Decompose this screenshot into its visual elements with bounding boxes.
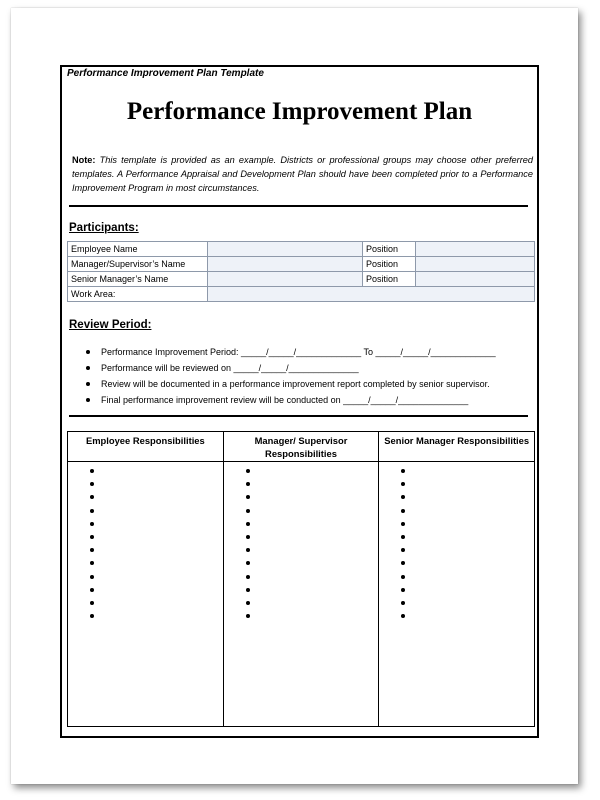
bullet-item[interactable] xyxy=(90,464,223,477)
manager-responsibilities-column xyxy=(224,432,380,726)
table-row xyxy=(68,242,535,257)
bullet-item[interactable] xyxy=(401,464,534,477)
bullet-item[interactable] xyxy=(246,517,379,530)
template-label: Performance Improvement Plan Template xyxy=(67,68,264,79)
table-row xyxy=(68,272,535,287)
bullet-item[interactable] xyxy=(401,609,534,622)
bullet-item[interactable] xyxy=(246,609,379,622)
position-label: Position xyxy=(363,272,416,287)
bullet-item[interactable] xyxy=(90,583,223,596)
bullet-item[interactable] xyxy=(401,596,534,609)
bullet-item[interactable] xyxy=(90,570,223,583)
employee-position-field[interactable] xyxy=(416,242,535,257)
bullet-item[interactable] xyxy=(246,477,379,490)
bullet-item[interactable] xyxy=(90,543,223,556)
divider-middle xyxy=(69,415,528,417)
bullet-item[interactable] xyxy=(401,517,534,530)
employee-name-field[interactable] xyxy=(208,242,363,257)
bullet-item[interactable] xyxy=(246,530,379,543)
manager-name-label: Manager/Supervisor’s Name xyxy=(68,257,208,272)
position-label: Position xyxy=(363,242,416,257)
divider-top xyxy=(69,205,528,207)
senior-manager-name-label: Senior Manager’s Name xyxy=(68,272,208,287)
work-area-field[interactable] xyxy=(208,287,535,302)
bullet-item[interactable] xyxy=(401,543,534,556)
senior-manager-position-field[interactable] xyxy=(416,272,535,287)
bullet-list[interactable] xyxy=(68,462,223,622)
bullet-item[interactable] xyxy=(90,517,223,530)
form-frame xyxy=(60,65,539,738)
review-period-heading: Review Period: xyxy=(69,319,152,331)
bullet-item[interactable] xyxy=(401,530,534,543)
bullet-item[interactable] xyxy=(246,504,379,517)
bullet-list[interactable] xyxy=(224,462,379,622)
bullet-item[interactable] xyxy=(401,556,534,569)
bullet-item[interactable] xyxy=(90,609,223,622)
manager-position-field[interactable] xyxy=(416,257,535,272)
employee-name-label: Employee Name xyxy=(68,242,208,257)
bullet-item[interactable] xyxy=(401,490,534,503)
participants-heading: Participants: xyxy=(69,222,139,234)
bullet-item[interactable] xyxy=(90,530,223,543)
position-label: Position xyxy=(363,257,416,272)
manager-name-field[interactable] xyxy=(208,257,363,272)
bullet-item[interactable] xyxy=(246,543,379,556)
responsibilities-table xyxy=(67,431,535,727)
bullet-item[interactable] xyxy=(401,477,534,490)
bullet-list[interactable] xyxy=(379,462,534,622)
list-item: Review will be documented in a performance improvement report completed by senior supervisor. xyxy=(86,376,496,392)
senior-manager-responsibilities-column xyxy=(379,432,534,726)
employee-responsibilities-column xyxy=(68,432,224,726)
bullet-item[interactable] xyxy=(90,556,223,569)
bullet-item[interactable] xyxy=(90,596,223,609)
bullet-item[interactable] xyxy=(401,583,534,596)
note-label: Note: xyxy=(72,155,96,165)
page-title: Performance Improvement Plan xyxy=(126,98,473,125)
table-row xyxy=(68,287,535,302)
bullet-item[interactable] xyxy=(401,570,534,583)
column-heading: Manager/ Supervisor Responsibilities xyxy=(224,432,379,462)
list-item: Final performance improvement review will be conducted on _____/_____/______________ xyxy=(86,392,496,408)
note-text: This template is provided as an example. Districts or professional groups may choose other preferred templates. A Performance Appraisal and Development Plan should have been completed prior to a Performance Improvement Program in most circumstances. xyxy=(72,155,534,193)
bullet-item[interactable] xyxy=(401,504,534,517)
bullet-item[interactable] xyxy=(90,490,223,503)
bullet-item[interactable] xyxy=(246,583,379,596)
bullet-item[interactable] xyxy=(246,464,379,477)
table-row xyxy=(68,257,535,272)
bullet-item[interactable] xyxy=(246,490,379,503)
work-area-label: Work Area: xyxy=(68,287,208,302)
note-paragraph xyxy=(72,153,533,195)
column-heading: Senior Manager Responsibilities xyxy=(379,432,534,462)
bullet-item[interactable] xyxy=(90,504,223,517)
bullet-item[interactable] xyxy=(246,556,379,569)
list-item: Performance will be reviewed on _____/_____/______________ xyxy=(86,360,496,376)
column-heading: Employee Responsibilities xyxy=(68,432,223,462)
bullet-item[interactable] xyxy=(90,477,223,490)
senior-manager-name-field[interactable] xyxy=(208,272,363,287)
bullet-item[interactable] xyxy=(246,570,379,583)
list-item: Performance Improvement Period: _____/_____/_____________ To _____/_____/_____________ xyxy=(86,344,496,360)
participants-table xyxy=(67,241,535,302)
bullet-item[interactable] xyxy=(246,596,379,609)
review-period-list xyxy=(86,344,496,408)
